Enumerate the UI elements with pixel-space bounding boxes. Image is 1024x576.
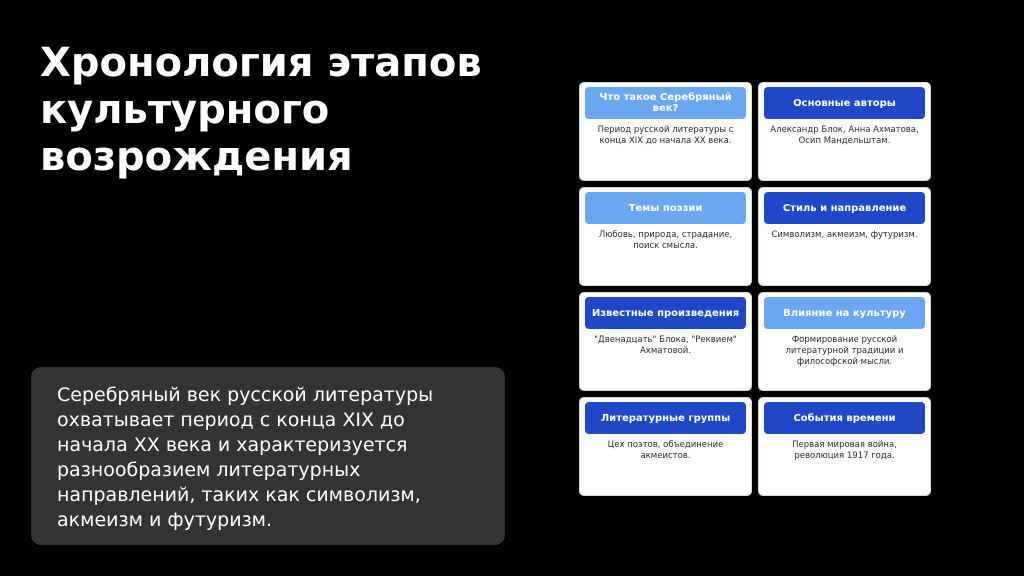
- card-text: Формирование русской литературной традиции и философской мысли.: [785, 335, 904, 367]
- card-events-of-time: [758, 397, 931, 496]
- card-text: Любовь, природа, страдание, поиск смысла.: [598, 230, 733, 251]
- card-heading: Основные авторы: [764, 87, 925, 119]
- card-heading: Литературные группы: [585, 402, 746, 434]
- card-cultural-influence: [758, 292, 931, 391]
- summary-text: Серебряный век русской литературы охватывает период с конца XIX до начала XX века и характеризуется разнообразием литературных направлений, таких как символизм, акмеизм и футуризм.: [57, 384, 434, 531]
- card-text: Александр Блок, Анна Ахматова, Осип Мандельштам.: [770, 125, 919, 146]
- card-heading: События времени: [764, 402, 925, 434]
- card-style-direction: [758, 187, 931, 286]
- card-famous-works: [579, 292, 752, 391]
- card-text: Символизм, акмеизм, футуризм.: [771, 230, 918, 240]
- card-heading: Что такое Серебряный век?: [585, 87, 746, 119]
- summary-box: [31, 367, 505, 545]
- card-heading: Влияние на культуру: [764, 297, 925, 329]
- card-what-is-silver-age: [579, 82, 752, 181]
- card-heading: Стиль и направление: [764, 192, 925, 224]
- card-text: "Двенадцать" Блока, "Реквием" Ахматовой.: [594, 335, 737, 356]
- card-poetry-themes: [579, 187, 752, 286]
- card-text: Первая мировая война, революция 1917 года.: [792, 440, 897, 461]
- card-main-authors: [758, 82, 931, 181]
- card-literary-groups: [579, 397, 752, 496]
- card-heading: Известные произведения: [585, 297, 746, 329]
- card-heading: Темы поэзии: [585, 192, 746, 224]
- info-card-grid: [579, 82, 931, 496]
- card-text: Период русской литературы с конца XIX до начала XX века.: [597, 125, 734, 146]
- slide-title: Хронология этапов культурного возрождения: [40, 40, 482, 180]
- card-text: Цех поэтов, объединение акмеистов.: [607, 440, 724, 461]
